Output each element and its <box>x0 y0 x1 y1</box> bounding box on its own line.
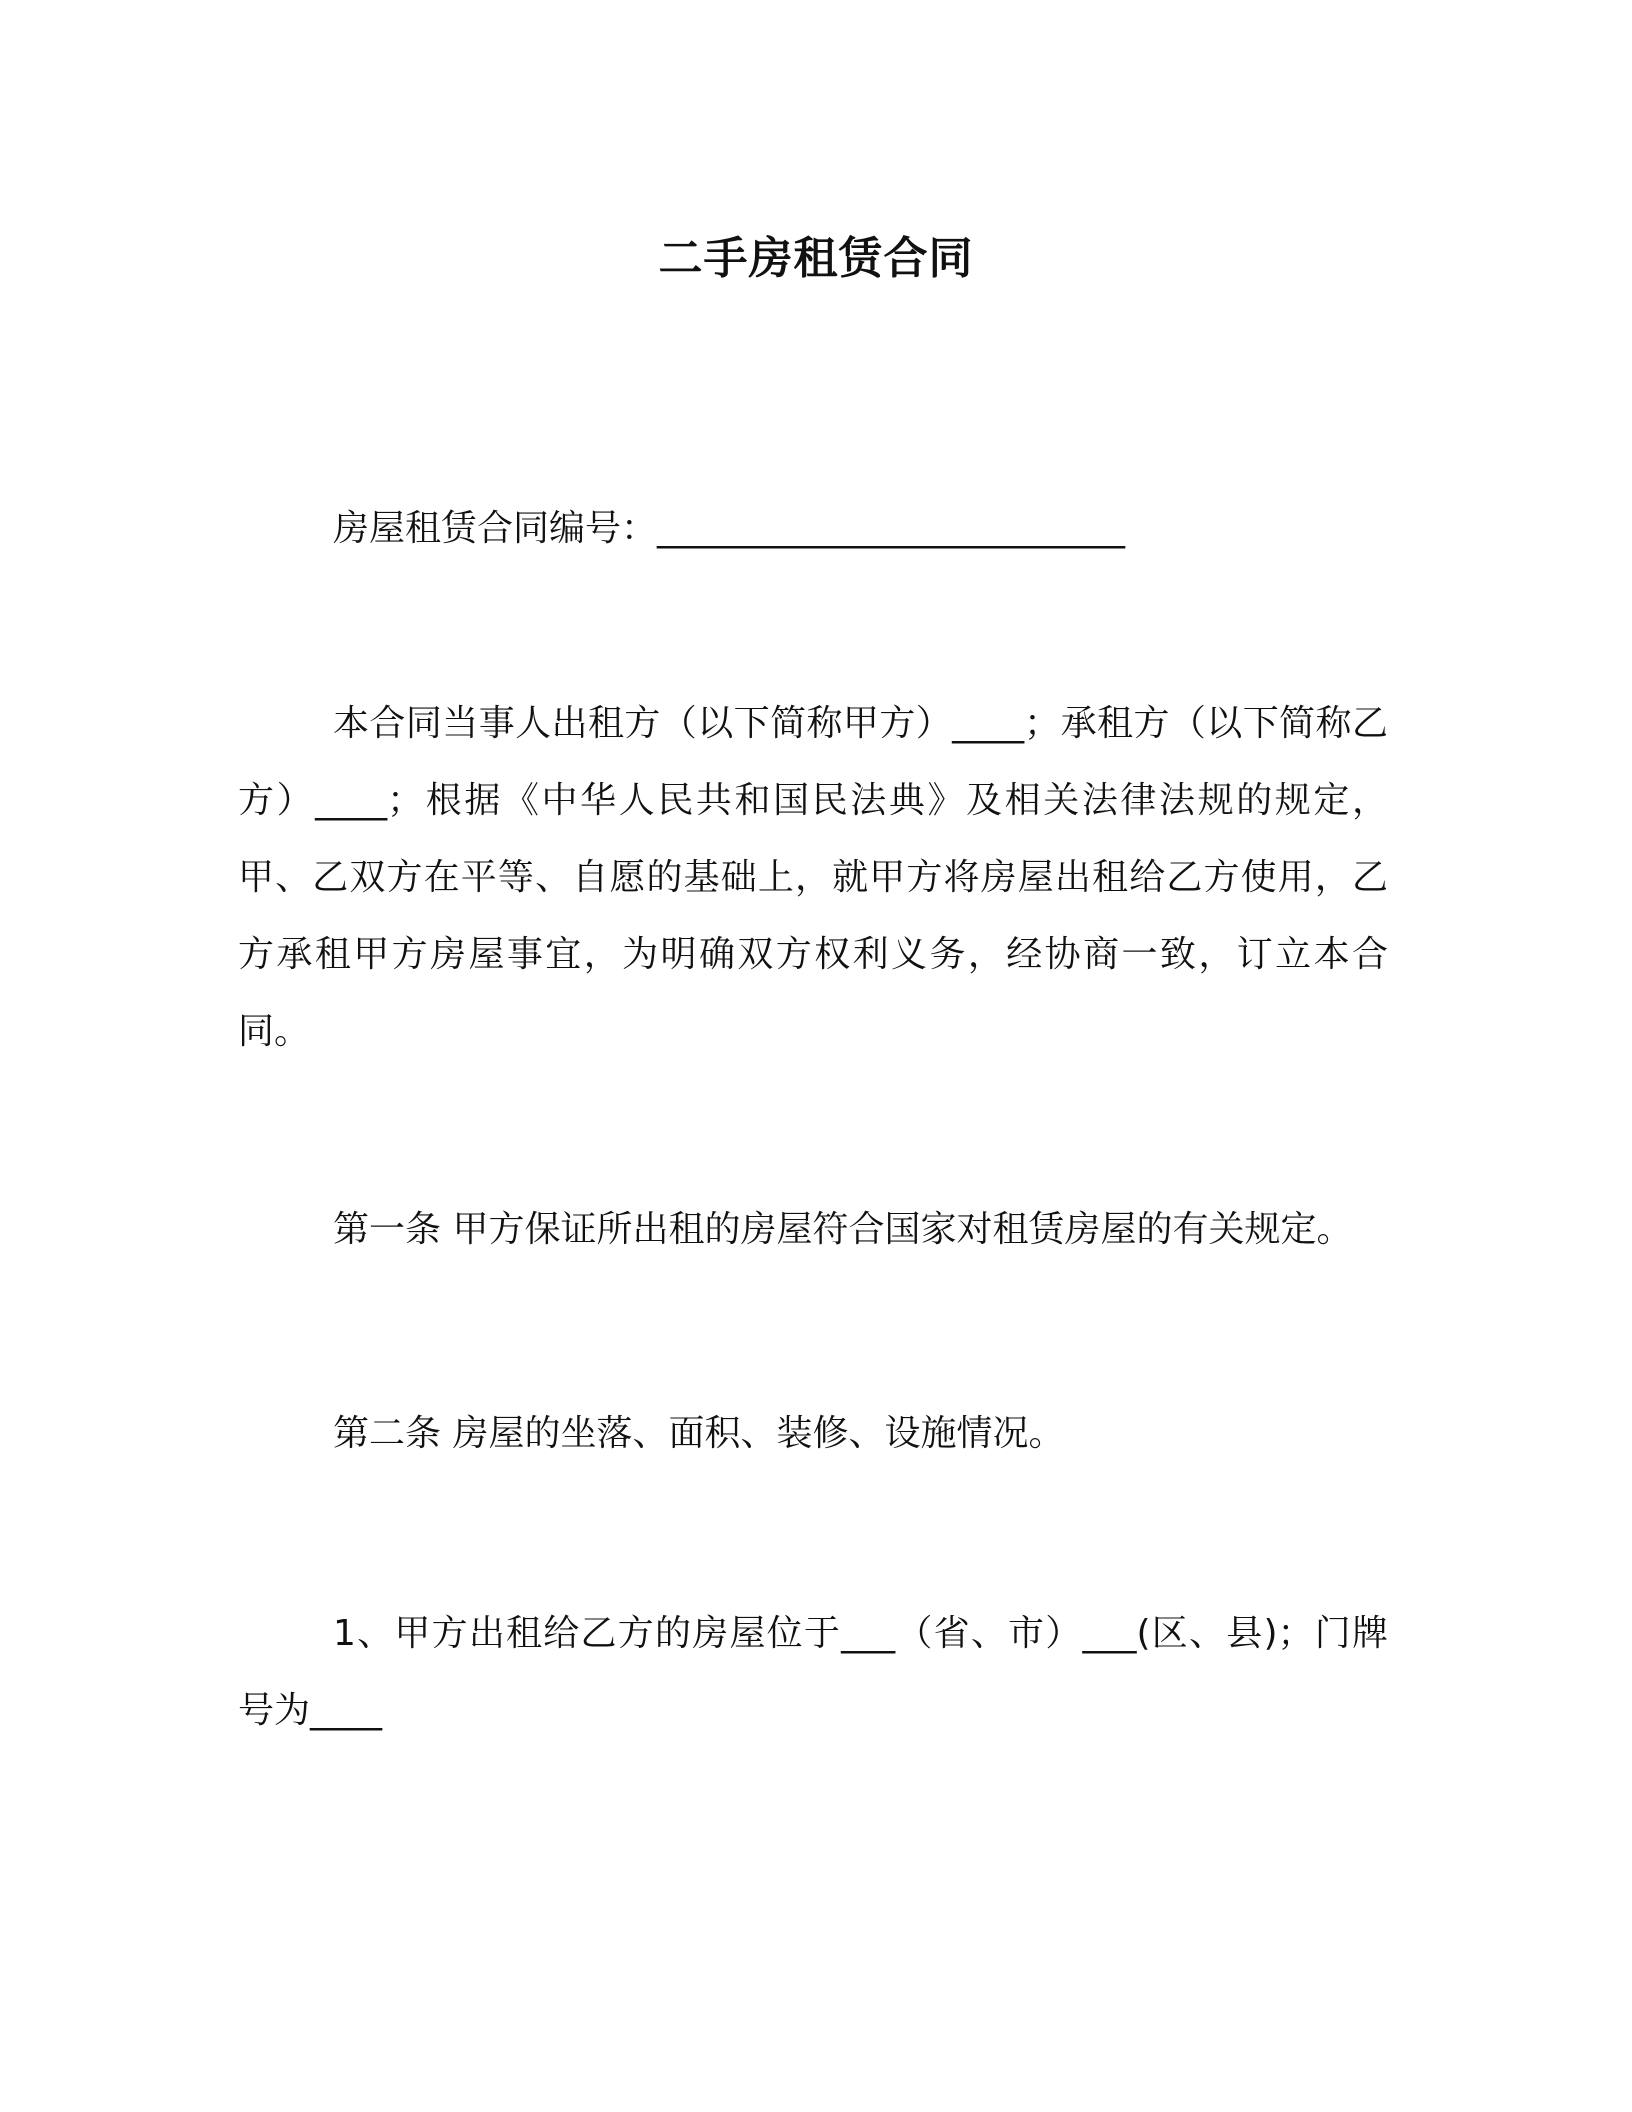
article-1-paragraph: 第一条 甲方保证所出租的房屋符合国家对租赁房屋的有关规定。 <box>333 1209 1353 1250</box>
article-2-paragraph: 第二条 房屋的坐落、面积、装修、设施情况。 <box>333 1413 1065 1454</box>
contract-number-line: 房屋租赁合同编号：__________________________ <box>333 508 1126 549</box>
preamble-paragraph: 本合同当事人出租方（以下简称甲方）____；承租方（以下简称乙方）____；根据《中华人民共和国民法典》及相关法律法规的规定，甲、乙双方在平等、自愿的基础上，就甲方将房屋出租给乙方使用，乙方承租甲方房屋事宜，为明确双方权利义务，经协商一致，订立本合同。 <box>238 703 1388 1052</box>
document-title: 二手房租赁合同 <box>658 233 974 284</box>
item-1-paragraph: 1、甲方出租给乙方的房屋位于___（省、市）___(区、县)；门牌号为____ <box>238 1613 1388 1731</box>
